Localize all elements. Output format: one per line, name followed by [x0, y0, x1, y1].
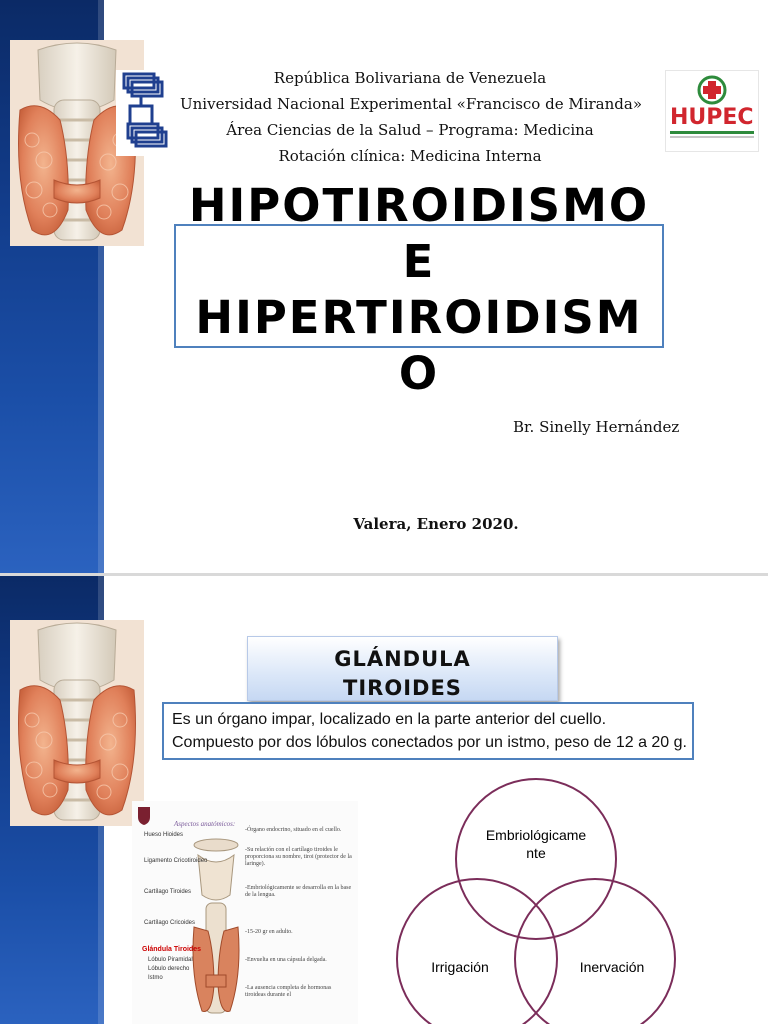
presentation-date: Valera, Enero 2020. — [353, 515, 519, 533]
anatomy-label: Ligamento Cricotiroideo — [144, 858, 208, 864]
anatomy-figure — [132, 801, 358, 1024]
hospital-cross-icon — [696, 75, 728, 105]
logo-grey-line — [670, 136, 754, 138]
anatomy-note: -Embriológicamente se desarrolla en la base de la lengua. — [245, 885, 352, 898]
presentation-title — [188, 178, 650, 402]
anatomy-label: Hueso Hioides — [144, 832, 184, 838]
title-line-2: E — [402, 235, 436, 288]
anatomy-label: Cartílago Cricoides — [144, 920, 196, 926]
university-logo — [116, 70, 172, 156]
header-line-3: Área Ciencias de la Salud – Programa: Medicina — [226, 121, 594, 139]
anatomy-heading: Aspectos anatómicos: — [174, 820, 236, 828]
description-box — [162, 702, 694, 760]
anatomy-label: Cartílago Tiroides — [144, 889, 192, 895]
header-line-4: Rotación clínica: Medicina Interna — [278, 147, 542, 165]
title-line-3: HIPERTIROIDISM — [195, 291, 643, 344]
gland-title-box — [247, 636, 558, 701]
hupec-logo — [665, 70, 759, 152]
anatomy-label: Lóbulo derecho — [148, 966, 190, 972]
anatomy-note: -Su relación con el cartílago tiroides le proporciona su nombre, tiroi (protector de la laringe). — [245, 847, 352, 867]
anatomy-note: -La ausencia completa de hormonas tiroideas durante el — [245, 985, 332, 998]
circle-label-line-2: nte — [526, 845, 546, 861]
author-name: Br. Sinelly Hernández — [513, 418, 680, 436]
circle-label-embryology — [466, 826, 606, 862]
title-line-4: O — [398, 347, 440, 400]
gland-title-line-1: GLÁNDULA — [334, 647, 471, 671]
thyroid-illustration — [10, 620, 144, 826]
circle-label-innervation: Inervación — [579, 959, 645, 975]
gland-title-line-2: TIROIDES — [343, 676, 462, 700]
hupec-logo-text: HUPEC — [670, 105, 754, 130]
anatomy-label: Lóbulo Piramidal — [148, 957, 193, 963]
gland-title — [248, 645, 557, 703]
logo-green-line — [670, 131, 754, 134]
anatomy-note: -15-20 gr en adulto. — [245, 929, 293, 935]
thyroid-gland-slide — [0, 576, 768, 1024]
anatomy-label-highlight: Glándula Tiroides — [142, 946, 201, 953]
circle-label-irrigation: Irrigación — [431, 959, 489, 975]
description-text: Es un órgano impar, localizado en la parte anterior del cuello. Compuesto por dos lóbulos conectados por un istmo, peso de 12 a 20 g. — [172, 711, 687, 751]
shield-icon — [136, 805, 152, 827]
circle-label-line-1: Embriológicame — [485, 827, 587, 843]
circle-innervation — [514, 878, 676, 1024]
anatomy-note: -Órgano endocrino, situado en el cuello. — [245, 827, 342, 833]
header-line-1: República Bolivariana de Venezuela — [273, 69, 547, 87]
title-line-1: HIPOTIROIDISMO — [188, 179, 650, 232]
anatomy-label: Istmo — [148, 975, 163, 981]
header-line-2: Universidad Nacional Experimental «Francisco de Miranda» — [180, 95, 643, 113]
anatomy-note: -Envuelta en una cápsula delgada. — [245, 957, 327, 963]
